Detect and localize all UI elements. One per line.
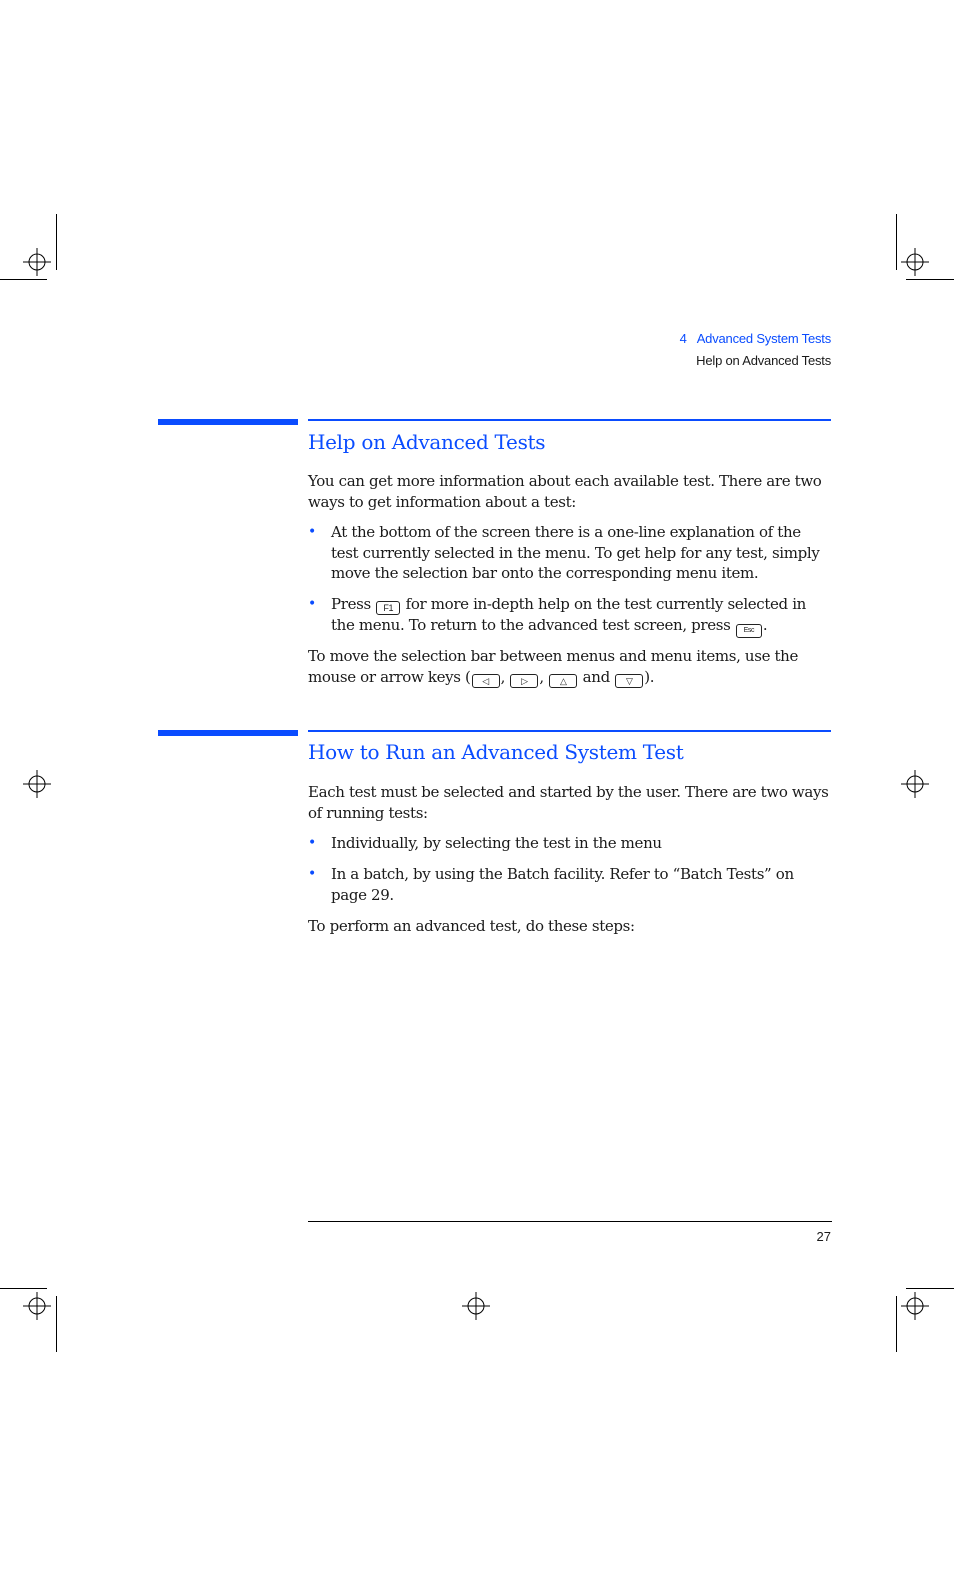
text-fragment: , xyxy=(500,667,505,686)
text-fragment: for more in-depth help on the test currently selected in the menu. To return to the advanced test screen, press xyxy=(331,595,806,634)
section-heading-help: Help on Advanced Tests xyxy=(308,430,546,454)
list-item xyxy=(308,594,831,638)
section-top-rule xyxy=(308,419,831,421)
left-arrow-key-icon: ◁ xyxy=(472,674,500,688)
navigation-paragraph xyxy=(308,646,831,688)
intro-paragraph: You can get more information about each available test. There are two ways to get information about a test: xyxy=(308,472,822,511)
text-fragment: To move the selection bar between menus and menu items, use the mouse or arrow keys ( xyxy=(308,647,799,686)
list-item xyxy=(308,864,831,905)
registration-mark-icon xyxy=(901,770,929,798)
list-item-text: In a batch, by using the Batch facility. Refer to “Batch Tests” on page 29. xyxy=(331,865,794,904)
text-fragment: ). xyxy=(644,667,655,686)
registration-mark-icon xyxy=(901,1292,929,1320)
text-fragment: , xyxy=(539,667,544,686)
registration-mark-icon xyxy=(23,1292,51,1320)
list-item-text: At the bottom of the screen there is a one-line explanation of the test currently selected in the menu. To get help for any test, simply move the selection bar onto the corresponding menu item. xyxy=(331,523,820,582)
down-arrow-key-icon: ▽ xyxy=(615,674,643,688)
page-number: 27 xyxy=(816,1229,831,1244)
section-side-bar xyxy=(158,730,298,736)
bullet-icon: • xyxy=(308,866,316,882)
chapter-title: Advanced System Tests xyxy=(696,331,831,346)
esc-key-icon: Esc xyxy=(736,624,762,638)
f1-key-icon: F1 xyxy=(376,601,400,615)
section-top-rule xyxy=(308,730,831,732)
registration-mark-icon xyxy=(23,770,51,798)
list-item-text xyxy=(331,594,831,638)
running-header xyxy=(680,328,831,372)
footer-rule xyxy=(308,1221,832,1222)
right-arrow-key-icon: ▷ xyxy=(510,674,538,688)
list-item-text: Individually, by selecting the test in the menu xyxy=(331,834,662,852)
registration-mark-icon xyxy=(462,1292,490,1320)
registration-mark-icon xyxy=(901,248,929,276)
chapter-number: 4 xyxy=(679,331,687,346)
text-fragment: . xyxy=(762,616,768,634)
chapter-heading xyxy=(680,328,831,350)
section-running-title: Help on Advanced Tests xyxy=(696,353,831,368)
bullet-icon: • xyxy=(308,596,316,612)
text-fragment: and xyxy=(582,667,610,686)
text-fragment: Press xyxy=(331,595,371,613)
up-arrow-key-icon: △ xyxy=(549,674,577,688)
section-heading-run-test: How to Run an Advanced System Test xyxy=(308,740,684,764)
list-item xyxy=(308,833,831,854)
section-side-bar xyxy=(158,419,298,425)
bullet-icon: • xyxy=(308,835,316,851)
bullet-icon: • xyxy=(308,524,316,540)
list-item xyxy=(308,522,831,584)
closing-paragraph: To perform an advanced test, do these steps: xyxy=(308,917,635,935)
intro-paragraph: Each test must be selected and started by the user. There are two ways of running tests: xyxy=(308,783,829,822)
registration-mark-icon xyxy=(23,248,51,276)
